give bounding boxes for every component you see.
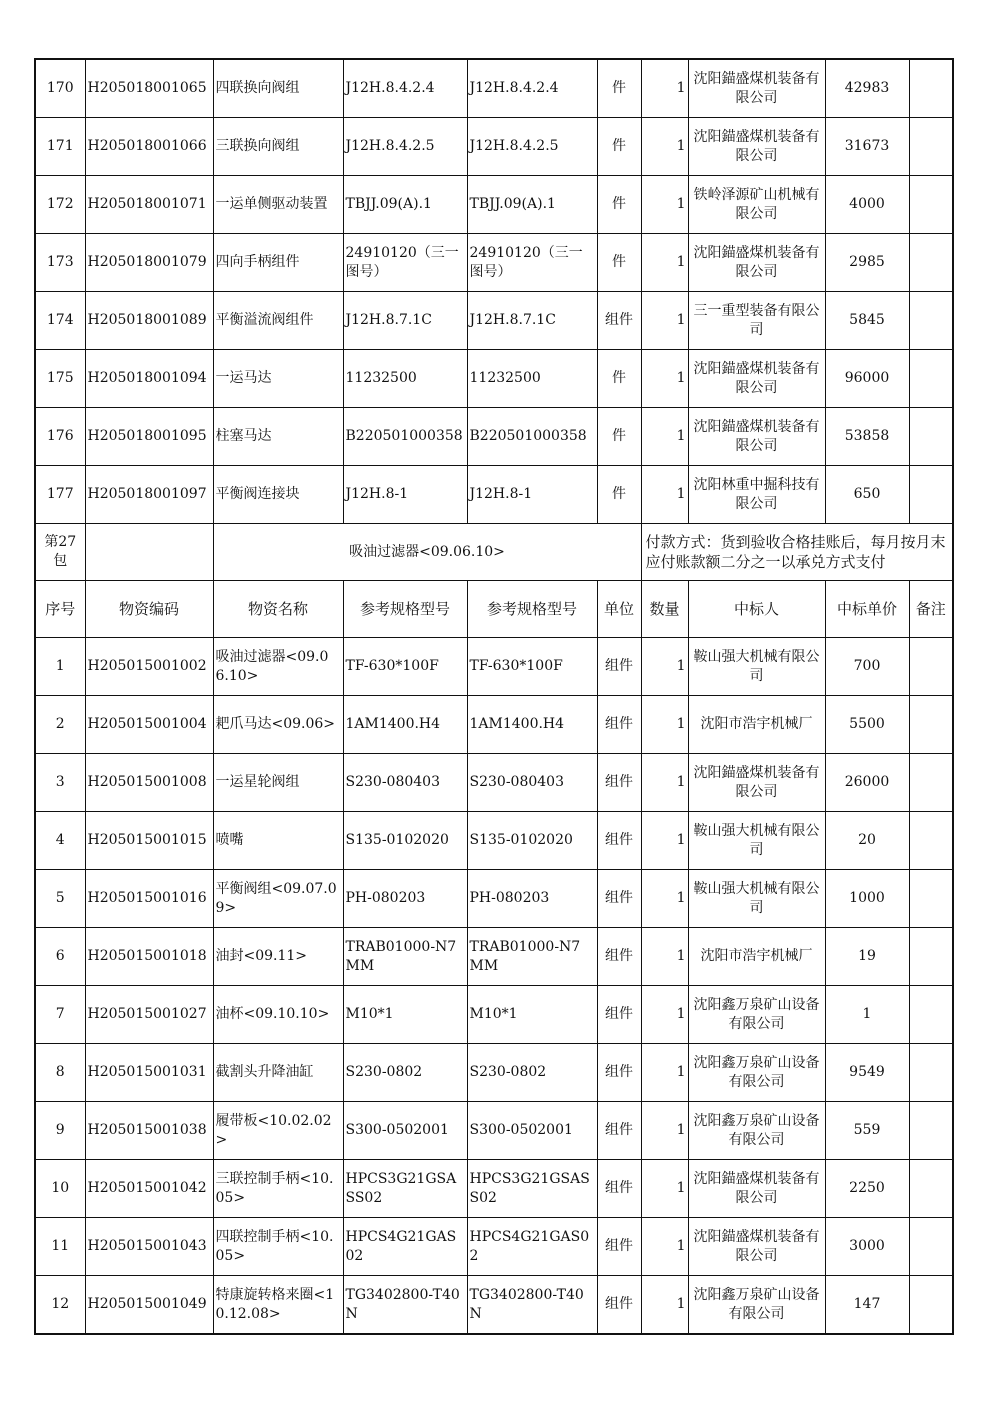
spec-model-1: HPCS3G21GSASS02 <box>343 1160 467 1218</box>
remark <box>909 696 953 754</box>
spec-model-2: HPCS3G21GSASS02 <box>467 1160 597 1218</box>
unit-price: 31673 <box>825 118 909 176</box>
winning-bidder: 三一重型装备有限公司 <box>688 292 825 350</box>
spec-model-2: J12H.8.7.1C <box>467 292 597 350</box>
unit-price: 559 <box>825 1102 909 1160</box>
unit-price: 2985 <box>825 234 909 292</box>
unit-price: 9549 <box>825 1044 909 1102</box>
spec-model-2: TBJJ.09(A).1 <box>467 176 597 234</box>
unit: 件 <box>597 466 641 524</box>
remark <box>909 928 953 986</box>
material-name: 耙爪马达<09.06> <box>213 696 343 754</box>
spec-model-2: S300-0502001 <box>467 1102 597 1160</box>
unit: 组件 <box>597 1044 641 1102</box>
material-name: 油封<09.11> <box>213 928 343 986</box>
unit-price: 1000 <box>825 870 909 928</box>
row-number: 171 <box>35 118 85 176</box>
spec-model-1: 1AM1400.H4 <box>343 696 467 754</box>
spec-model-2: J12H.8.4.2.4 <box>467 59 597 118</box>
row-number: 9 <box>35 1102 85 1160</box>
table-row <box>35 292 953 350</box>
remark <box>909 234 953 292</box>
spec-model-1: S230-080403 <box>343 754 467 812</box>
remark <box>909 1276 953 1335</box>
row-number: 11 <box>35 1218 85 1276</box>
material-code: H205018001094 <box>85 350 213 408</box>
table-row <box>35 1218 953 1276</box>
quantity: 1 <box>641 928 688 986</box>
material-name: 喷嘴 <box>213 812 343 870</box>
spec-model-1: J12H.8.4.2.4 <box>343 59 467 118</box>
row-number: 177 <box>35 466 85 524</box>
table-row <box>35 1276 953 1335</box>
unit: 组件 <box>597 870 641 928</box>
quantity: 1 <box>641 1160 688 1218</box>
spec-model-2: S135-0102020 <box>467 812 597 870</box>
material-name: 平衡阀连接块 <box>213 466 343 524</box>
row-number: 173 <box>35 234 85 292</box>
material-code: H205015001008 <box>85 754 213 812</box>
remark <box>909 812 953 870</box>
package-section <box>35 524 953 638</box>
unit-price: 1 <box>825 986 909 1044</box>
material-code: H205015001016 <box>85 870 213 928</box>
unit: 件 <box>597 59 641 118</box>
unit-price: 96000 <box>825 350 909 408</box>
spec-model-2: PH-080203 <box>467 870 597 928</box>
table-row <box>35 234 953 292</box>
spec-model-1: J12H.8-1 <box>343 466 467 524</box>
unit-price: 20 <box>825 812 909 870</box>
material-code: H205015001002 <box>85 638 213 696</box>
quantity: 1 <box>641 234 688 292</box>
row-number: 175 <box>35 350 85 408</box>
table-row <box>35 754 953 812</box>
table-row <box>35 986 953 1044</box>
remark <box>909 408 953 466</box>
table-row <box>35 870 953 928</box>
spec-model-2: 24910120（三一图号） <box>467 234 597 292</box>
row-number: 12 <box>35 1276 85 1335</box>
quantity: 1 <box>641 696 688 754</box>
winning-bidder: 沈阳錨盛煤机装备有限公司 <box>688 408 825 466</box>
spec-model-1: J12H.8.4.2.5 <box>343 118 467 176</box>
header-name: 物资名称 <box>213 581 343 638</box>
remark <box>909 986 953 1044</box>
winning-bidder: 沈阳鑫万泉矿山设备有限公司 <box>688 1276 825 1335</box>
spec-model-1: TRAB01000-N7MM <box>343 928 467 986</box>
spec-model-1: TF-630*100F <box>343 638 467 696</box>
material-code: H205015001018 <box>85 928 213 986</box>
unit-price: 5500 <box>825 696 909 754</box>
row-number: 6 <box>35 928 85 986</box>
material-name: 平衡溢流阀组件 <box>213 292 343 350</box>
material-name: 一运单侧驱动装置 <box>213 176 343 234</box>
material-code: H205018001089 <box>85 292 213 350</box>
row-number: 3 <box>35 754 85 812</box>
unit-price: 26000 <box>825 754 909 812</box>
table-row <box>35 350 953 408</box>
table-row <box>35 408 953 466</box>
spec-model-1: M10*1 <box>343 986 467 1044</box>
row-number: 5 <box>35 870 85 928</box>
winning-bidder: 沈阳市浩宇机械厂 <box>688 928 825 986</box>
quantity: 1 <box>641 176 688 234</box>
row-number: 4 <box>35 812 85 870</box>
unit: 组件 <box>597 1160 641 1218</box>
remark <box>909 638 953 696</box>
spec-model-1: TG3402800-T40N <box>343 1276 467 1335</box>
winning-bidder: 沈阳錨盛煤机装备有限公司 <box>688 59 825 118</box>
spec-model-1: PH-080203 <box>343 870 467 928</box>
unit: 组件 <box>597 928 641 986</box>
spec-model-1: HPCS4G21GAS02 <box>343 1218 467 1276</box>
material-code: H205015001015 <box>85 812 213 870</box>
unit-price: 3000 <box>825 1218 909 1276</box>
header-winner: 中标人 <box>688 581 825 638</box>
table-body-bottom <box>35 638 953 1335</box>
spec-model-2: M10*1 <box>467 986 597 1044</box>
material-code: H205018001095 <box>85 408 213 466</box>
material-code: H205018001071 <box>85 176 213 234</box>
material-name: 四联控制手柄<10.05> <box>213 1218 343 1276</box>
remark <box>909 1102 953 1160</box>
unit-price: 5845 <box>825 292 909 350</box>
unit: 组件 <box>597 1102 641 1160</box>
material-code: H205018001079 <box>85 234 213 292</box>
spec-model-1: S300-0502001 <box>343 1102 467 1160</box>
unit: 件 <box>597 118 641 176</box>
spec-model-2: HPCS4G21GAS02 <box>467 1218 597 1276</box>
spec-model-2: TF-630*100F <box>467 638 597 696</box>
unit-price: 53858 <box>825 408 909 466</box>
table-row <box>35 176 953 234</box>
winning-bidder: 沈阳錨盛煤机装备有限公司 <box>688 1160 825 1218</box>
quantity: 1 <box>641 1102 688 1160</box>
spec-model-2: TG3402800-T40N <box>467 1276 597 1335</box>
table-row <box>35 1160 953 1218</box>
quantity: 1 <box>641 1044 688 1102</box>
winning-bidder: 沈阳錨盛煤机装备有限公司 <box>688 118 825 176</box>
quantity: 1 <box>641 1276 688 1335</box>
material-name: 履带板<10.02.02> <box>213 1102 343 1160</box>
unit-price: 650 <box>825 466 909 524</box>
header-price: 中标单价 <box>825 581 909 638</box>
spec-model-2: 11232500 <box>467 350 597 408</box>
unit: 件 <box>597 408 641 466</box>
spec-model-1: 24910120（三一图号） <box>343 234 467 292</box>
material-name: 三联换向阀组 <box>213 118 343 176</box>
bid-results-table <box>34 58 954 1335</box>
quantity: 1 <box>641 59 688 118</box>
quantity: 1 <box>641 986 688 1044</box>
material-name: 平衡阀组<09.07.09> <box>213 870 343 928</box>
row-number: 174 <box>35 292 85 350</box>
remark <box>909 1044 953 1102</box>
table-body-top <box>35 59 953 524</box>
spec-model-2: 1AM1400.H4 <box>467 696 597 754</box>
material-name: 三联控制手柄<10.05> <box>213 1160 343 1218</box>
unit-price: 4000 <box>825 176 909 234</box>
quantity: 1 <box>641 408 688 466</box>
header-spec1: 参考规格型号 <box>343 581 467 638</box>
table-row <box>35 638 953 696</box>
material-code: H205015001031 <box>85 1044 213 1102</box>
table-row <box>35 696 953 754</box>
quantity: 1 <box>641 812 688 870</box>
remark <box>909 350 953 408</box>
material-name: 柱塞马达 <box>213 408 343 466</box>
remark <box>909 754 953 812</box>
winning-bidder: 鞍山强大机械有限公司 <box>688 812 825 870</box>
spec-model-2: B220501000358 <box>467 408 597 466</box>
header-unit: 单位 <box>597 581 641 638</box>
table-row <box>35 928 953 986</box>
material-name: 吸油过滤器<09.06.10> <box>213 638 343 696</box>
material-name: 油杯<09.10.10> <box>213 986 343 1044</box>
remark <box>909 118 953 176</box>
unit: 组件 <box>597 1276 641 1335</box>
unit-price: 2250 <box>825 1160 909 1218</box>
winning-bidder: 沈阳錨盛煤机装备有限公司 <box>688 350 825 408</box>
winning-bidder: 铁岭泽源矿山机械有限公司 <box>688 176 825 234</box>
header-note: 备注 <box>909 581 953 638</box>
header-no: 序号 <box>35 581 85 638</box>
header-spec2: 参考规格型号 <box>467 581 597 638</box>
spec-model-1: J12H.8.7.1C <box>343 292 467 350</box>
spec-model-1: 11232500 <box>343 350 467 408</box>
unit: 件 <box>597 350 641 408</box>
unit: 件 <box>597 176 641 234</box>
material-name: 四联换向阀组 <box>213 59 343 118</box>
row-number: 10 <box>35 1160 85 1218</box>
row-number: 170 <box>35 59 85 118</box>
winning-bidder: 沈阳市浩宇机械厂 <box>688 696 825 754</box>
remark <box>909 292 953 350</box>
package-title: 吸油过滤器<09.06.10> <box>213 524 641 581</box>
spec-model-2: J12H.8.4.2.5 <box>467 118 597 176</box>
unit: 组件 <box>597 1218 641 1276</box>
material-name: 四向手柄组件 <box>213 234 343 292</box>
winning-bidder: 沈阳鑫万泉矿山设备有限公司 <box>688 1044 825 1102</box>
winning-bidder: 沈阳鑫万泉矿山设备有限公司 <box>688 986 825 1044</box>
row-number: 2 <box>35 696 85 754</box>
unit-price: 147 <box>825 1276 909 1335</box>
unit-price: 19 <box>825 928 909 986</box>
winning-bidder: 沈阳錨盛煤机装备有限公司 <box>688 1218 825 1276</box>
unit: 组件 <box>597 292 641 350</box>
quantity: 1 <box>641 118 688 176</box>
quantity: 1 <box>641 638 688 696</box>
remark <box>909 870 953 928</box>
material-code: H205015001043 <box>85 1218 213 1276</box>
quantity: 1 <box>641 466 688 524</box>
material-name: 一运星轮阀组 <box>213 754 343 812</box>
package-empty-cell <box>85 524 213 581</box>
material-code: H205015001049 <box>85 1276 213 1335</box>
table-row <box>35 812 953 870</box>
unit: 组件 <box>597 812 641 870</box>
material-code: H205015001042 <box>85 1160 213 1218</box>
table-row <box>35 1044 953 1102</box>
material-code: H205015001027 <box>85 986 213 1044</box>
spec-model-2: TRAB01000-N7MM <box>467 928 597 986</box>
material-name: 截割头升降油缸 <box>213 1044 343 1102</box>
remark <box>909 1218 953 1276</box>
unit: 组件 <box>597 754 641 812</box>
unit: 组件 <box>597 986 641 1044</box>
unit: 组件 <box>597 696 641 754</box>
spec-model-1: B220501000358 <box>343 408 467 466</box>
winning-bidder: 沈阳林重中掘科技有限公司 <box>688 466 825 524</box>
header-row <box>35 581 953 638</box>
material-name: 特康旋转格来圈<10.12.08> <box>213 1276 343 1335</box>
winning-bidder: 鞍山强大机械有限公司 <box>688 870 825 928</box>
material-name: 一运马达 <box>213 350 343 408</box>
package-row <box>35 524 953 581</box>
row-number: 172 <box>35 176 85 234</box>
quantity: 1 <box>641 350 688 408</box>
header-code: 物资编码 <box>85 581 213 638</box>
material-code: H205018001097 <box>85 466 213 524</box>
winning-bidder: 沈阳鑫万泉矿山设备有限公司 <box>688 1102 825 1160</box>
payment-terms: 付款方式：货到验收合格挂账后，每月按月末应付账款额二分之一以承兑方式支付 <box>641 524 953 581</box>
table-row <box>35 466 953 524</box>
unit-price: 700 <box>825 638 909 696</box>
table-row <box>35 118 953 176</box>
header-qty: 数量 <box>641 581 688 638</box>
remark <box>909 466 953 524</box>
table-row <box>35 1102 953 1160</box>
remark <box>909 176 953 234</box>
spec-model-1: S135-0102020 <box>343 812 467 870</box>
unit-price: 42983 <box>825 59 909 118</box>
spec-model-2: S230-080403 <box>467 754 597 812</box>
unit: 组件 <box>597 638 641 696</box>
material-code: H205015001038 <box>85 1102 213 1160</box>
quantity: 1 <box>641 1218 688 1276</box>
material-code: H205015001004 <box>85 696 213 754</box>
row-number: 1 <box>35 638 85 696</box>
row-number: 7 <box>35 986 85 1044</box>
winning-bidder: 鞍山强大机械有限公司 <box>688 638 825 696</box>
quantity: 1 <box>641 870 688 928</box>
quantity: 1 <box>641 292 688 350</box>
material-code: H205018001066 <box>85 118 213 176</box>
spec-model-2: J12H.8-1 <box>467 466 597 524</box>
material-code: H205018001065 <box>85 59 213 118</box>
winning-bidder: 沈阳錨盛煤机装备有限公司 <box>688 754 825 812</box>
spec-model-1: S230-0802 <box>343 1044 467 1102</box>
row-number: 176 <box>35 408 85 466</box>
table-row <box>35 59 953 118</box>
quantity: 1 <box>641 754 688 812</box>
row-number: 8 <box>35 1044 85 1102</box>
unit: 件 <box>597 234 641 292</box>
remark <box>909 1160 953 1218</box>
spec-model-1: TBJJ.09(A).1 <box>343 176 467 234</box>
package-label: 第27包 <box>35 524 85 581</box>
remark <box>909 59 953 118</box>
spec-model-2: S230-0802 <box>467 1044 597 1102</box>
winning-bidder: 沈阳錨盛煤机装备有限公司 <box>688 234 825 292</box>
